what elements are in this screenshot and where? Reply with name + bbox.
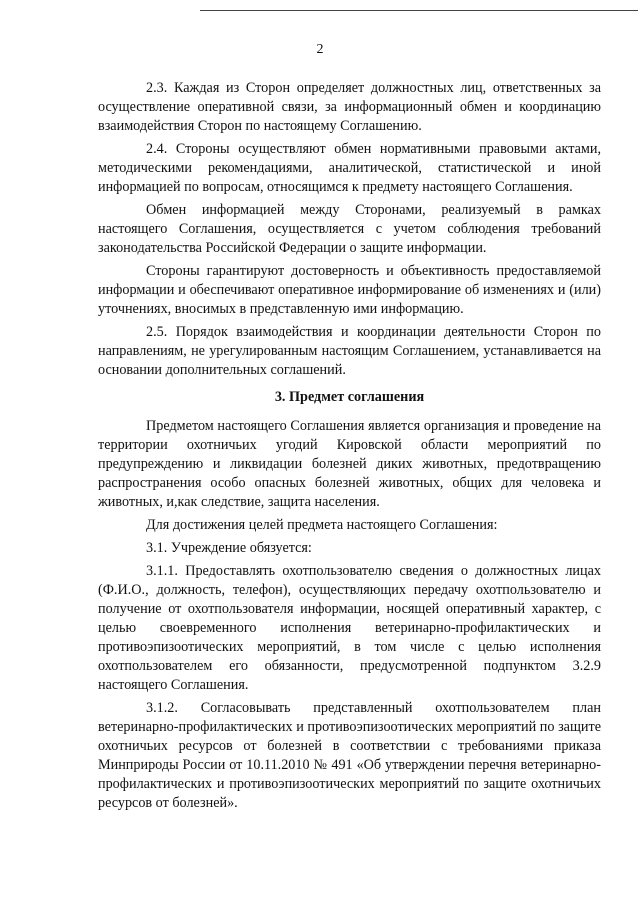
paragraph-2-5: 2.5. Порядок взаимодействия и координации деятельности Сторон по направлениям, не урегулированным настоящим Соглашением, устанавливается на основании дополнительных соглашений. <box>98 324 601 378</box>
document-body <box>98 79 601 817</box>
paragraph-3-1-1: 3.1.1. Предоставлять охотпользователю сведения о должностных лицах (Ф.И.О., должность, телефон), осуществляющих передачу охотпользователю и получение от охотпользователя информации, носящей оперативный характер, с целью своевременного исполнения ветеринарно-профилактических и противоэпизоотических мероприятий, в том числе с целью исполнения охотпользователем его обязанности, предусмотренной подпунктом 3.2.9 настоящего Соглашения. <box>98 563 601 693</box>
page-number: 2 <box>316 42 324 57</box>
section-heading: 3. Предмет соглашения <box>274 389 425 405</box>
paragraph-subject: Предметом настоящего Соглашения является организация и проведение на территории охотничьих угодий Кировской области мероприятий по предупреждению и ликвидации болезней диких животных, предотвращению распространения особо опасных болезней животных, общих для человека и животных, и,как следствие, защита населения. <box>98 418 601 510</box>
top-rule <box>200 10 638 11</box>
paragraph-3-1-2: 3.1.2. Согласовывать представленный охотпользователем план ветеринарно-профилактических и противоэпизоотических мероприятий по защите охотничьих ресурсов от болезней в соответствии с требованиями приказа Минприроды России от 10.11.2010 № 491 «Об утверждении перечня ветеринарно-профилактических и противоэпизоотических мероприятий по защите охотничьих ресурсов от болезней». <box>98 700 601 811</box>
paragraph-2-4: 2.4. Стороны осуществляют обмен нормативными правовыми актами, методическими рекомендациями, аналитической, статистической и иной информацией по вопросам, относящимся к предмету настоящего Соглашения. <box>98 141 601 195</box>
paragraph-2-3: 2.3. Каждая из Сторон определяет должностных лиц, ответственных за осуществление оперативной связи, за информационный обмен и координацию взаимодействия Сторон по настоящему Соглашению. <box>98 80 601 134</box>
paragraph-info-exchange: Обмен информацией между Сторонами, реализуемый в рамках настоящего Соглашения, осуществляется с учетом соблюдения требований законодательства Российской Федерации о защите информации. <box>98 202 601 256</box>
paragraph-guarantees: Стороны гарантируют достоверность и объективность предоставляемой информации и обеспечивают оперативное информирование об изменениях и (или) уточнениях, вносимых в представленную ими информацию. <box>98 263 601 317</box>
paragraph-goals: Для достижения целей предмета настоящего Соглашения: <box>146 517 498 533</box>
paragraph-3-1: 3.1. Учреждение обязуется: <box>146 540 312 556</box>
